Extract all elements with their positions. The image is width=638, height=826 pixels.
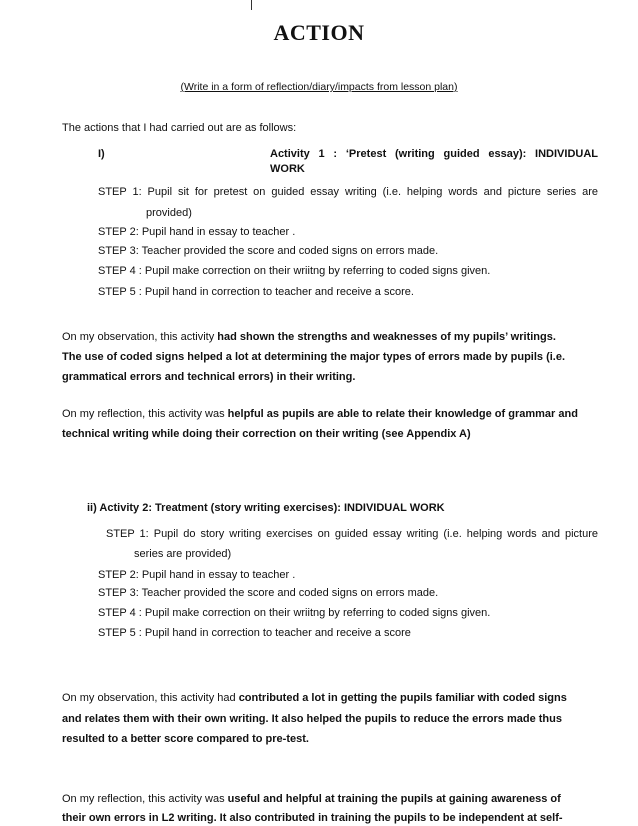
observation1-line3: grammatical errors and technical errors) in their writing. [62,371,356,383]
observation2-line3: resulted to a better score compared to pre-test. [62,733,309,745]
activity1-label: I) [98,148,105,160]
text-cursor-mark [251,0,252,10]
activity1-heading [270,148,598,175]
activity2-step1-line2: series are provided) [134,548,232,560]
activity2-step3: STEP 3: Teacher provided the score and coded signs on errors made. [98,587,439,599]
observation1-line1-bold: had shown the strengths and weaknesses of my pupils’ writings. [217,331,556,343]
reflection2-line2: their own errors in L2 writing. It also contributed in training the pupils to be independent at self- [62,812,563,824]
activity1-step4: STEP 4 : Pupil make correction on their wriitng by referring to coded signs given. [98,265,491,277]
activity1-step1-line1: STEP 1: Pupil sit for pretest on guided essay writing (i.e. helping words and picture series are [98,186,598,198]
reflection2-line1-bold: useful and helpful at training the pupils at gaining awareness of [227,793,561,805]
reflection1-line2: technical writing while doing their correction on their writing (see Appendix A) [62,428,471,440]
intro-text: The actions that I had carried out are as follows: [62,122,297,134]
observation2-line1 [62,692,567,704]
reflection2-line1 [62,793,561,805]
activity2-heading: ii) Activity 2: Treatment (story writing exercises): INDIVIDUAL WORK [87,502,445,514]
reflection1-line1-normal: On my reflection, this activity was [62,408,228,420]
activity1-heading-line2: WORK [270,163,305,175]
observation2-line1-bold: contributed a lot in getting the pupils familiar with coded signs [238,692,567,704]
observation2-line2: and relates them with their own writing. It also helped the pupils to reduce the errors made thus [62,713,562,725]
reflection1-line1-bold: helpful as pupils are able to relate their knowledge of grammar and [227,408,578,420]
observation1-line2: The use of coded signs helped a lot at determining the major types of errors made by pupils (i.e. [62,351,566,363]
observation1-line1-normal: On my observation, this activity [62,331,218,343]
activity1-step3: STEP 3: Teacher provided the score and coded signs on errors made. [98,245,439,257]
activity2-step2: STEP 2: Pupil hand in essay to teacher . [98,569,296,581]
page-subtitle: (Write in a form of reflection/diary/impacts from lesson plan) [180,81,458,93]
observation2-line1-normal: On my observation, this activity had [62,692,239,704]
reflection2-line1-normal: On my reflection, this activity was [62,793,228,805]
activity2-step4: STEP 4 : Pupil make correction on their wriitng by referring to coded signs given. [98,607,491,619]
activity1-step1-line2: provided) [146,207,192,219]
activity1-step2: STEP 2: Pupil hand in essay to teacher . [98,226,296,238]
activity1-step5: STEP 5 : Pupil hand in correction to teacher and receive a score. [98,286,414,298]
observation1-line1 [62,331,556,343]
activity2-step5: STEP 5 : Pupil hand in correction to teacher and receive a score [98,627,411,639]
reflection1-line1 [62,408,578,420]
activity2-step1-line1: STEP 1: Pupil do story writing exercises on guided essay writing (i.e. helping words and picture [106,528,598,540]
activity1-heading-line1: Activity 1 : ‘Pretest (writing guided essay): INDIVIDUAL [270,148,598,160]
page-title: ACTION [273,20,365,45]
